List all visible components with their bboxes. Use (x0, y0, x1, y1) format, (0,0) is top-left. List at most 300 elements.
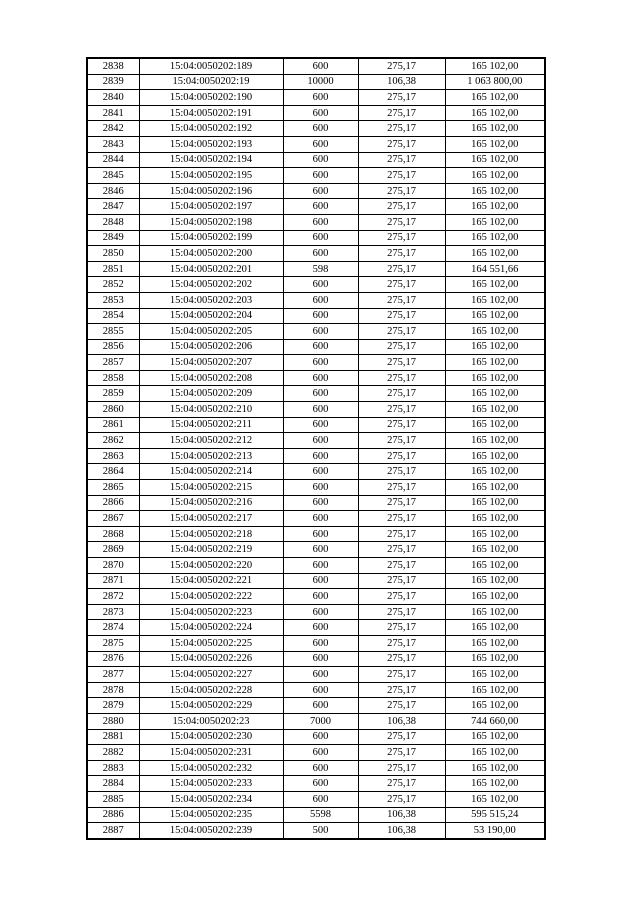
cadastral-value-cell: 165 102,00 (445, 168, 545, 184)
area-cell: 600 (283, 433, 358, 449)
table-row (87, 651, 545, 667)
area-cell: 600 (283, 760, 358, 776)
table-row (87, 136, 545, 152)
table-row (87, 667, 545, 683)
specific-value-cell: 275,17 (358, 402, 445, 418)
row-number-cell: 2868 (87, 526, 139, 542)
area-cell: 5598 (283, 807, 358, 823)
area-cell: 600 (283, 246, 358, 262)
row-number-cell: 2873 (87, 604, 139, 620)
cadastral-value-cell: 165 102,00 (445, 464, 545, 480)
cadastral-value-cell: 165 102,00 (445, 542, 545, 558)
row-number-cell: 2840 (87, 90, 139, 106)
row-number-cell: 2860 (87, 402, 139, 418)
row-number-cell: 2838 (87, 58, 139, 74)
cadastral-value-cell: 165 102,00 (445, 105, 545, 121)
table-row (87, 713, 545, 729)
row-number-cell: 2867 (87, 511, 139, 527)
specific-value-cell: 275,17 (358, 604, 445, 620)
specific-value-cell: 275,17 (358, 292, 445, 308)
specific-value-cell: 275,17 (358, 355, 445, 371)
cadastral-number-cell: 15:04:0050202:218 (139, 526, 283, 542)
cadastral-value-cell: 165 102,00 (445, 246, 545, 262)
table-row (87, 604, 545, 620)
table-row (87, 105, 545, 121)
area-cell: 600 (283, 152, 358, 168)
area-cell: 600 (283, 667, 358, 683)
table-row (87, 386, 545, 402)
row-number-cell: 2880 (87, 713, 139, 729)
cadastral-value-cell: 595 515,24 (445, 807, 545, 823)
specific-value-cell: 275,17 (358, 214, 445, 230)
table-row (87, 558, 545, 574)
area-cell: 600 (283, 511, 358, 527)
specific-value-cell: 275,17 (358, 324, 445, 340)
area-cell: 600 (283, 635, 358, 651)
specific-value-cell: 275,17 (358, 136, 445, 152)
specific-value-cell: 275,17 (358, 558, 445, 574)
row-number-cell: 2845 (87, 168, 139, 184)
row-number-cell: 2870 (87, 558, 139, 574)
area-cell: 600 (283, 370, 358, 386)
row-number-cell: 2852 (87, 277, 139, 293)
cadastral-value-cell: 165 102,00 (445, 90, 545, 106)
cadastral-number-cell: 15:04:0050202:204 (139, 308, 283, 324)
area-cell: 600 (283, 791, 358, 807)
specific-value-cell: 275,17 (358, 183, 445, 199)
row-number-cell: 2884 (87, 776, 139, 792)
area-cell: 600 (283, 480, 358, 496)
cadastral-value-cell: 165 102,00 (445, 230, 545, 246)
cadastral-value-cell: 165 102,00 (445, 760, 545, 776)
cadastral-value-cell: 1 063 800,00 (445, 74, 545, 90)
cadastral-value-cell: 165 102,00 (445, 324, 545, 340)
row-number-cell: 2841 (87, 105, 139, 121)
specific-value-cell: 275,17 (358, 417, 445, 433)
table-row (87, 682, 545, 698)
specific-value-cell: 275,17 (358, 542, 445, 558)
area-cell: 600 (283, 682, 358, 698)
specific-value-cell: 275,17 (358, 651, 445, 667)
area-cell: 600 (283, 495, 358, 511)
cadastral-number-cell: 15:04:0050202:211 (139, 417, 283, 433)
table-row (87, 495, 545, 511)
cadastral-number-cell: 15:04:0050202:214 (139, 464, 283, 480)
row-number-cell: 2857 (87, 355, 139, 371)
area-cell: 600 (283, 58, 358, 74)
specific-value-cell: 275,17 (358, 791, 445, 807)
cadastral-number-cell: 15:04:0050202:209 (139, 386, 283, 402)
row-number-cell: 2883 (87, 760, 139, 776)
specific-value-cell: 106,38 (358, 74, 445, 90)
area-cell: 600 (283, 542, 358, 558)
cadastral-value-cell: 165 102,00 (445, 214, 545, 230)
table-row (87, 199, 545, 215)
row-number-cell: 2846 (87, 183, 139, 199)
row-number-cell: 2885 (87, 791, 139, 807)
table-row (87, 635, 545, 651)
row-number-cell: 2887 (87, 823, 139, 839)
cadastral-value-cell: 165 102,00 (445, 573, 545, 589)
cadastral-number-cell: 15:04:0050202:196 (139, 183, 283, 199)
area-cell: 600 (283, 168, 358, 184)
area-cell: 600 (283, 308, 358, 324)
cadastral-number-cell: 15:04:0050202:192 (139, 121, 283, 137)
cadastral-value-cell: 165 102,00 (445, 339, 545, 355)
table-row (87, 90, 545, 106)
specific-value-cell: 275,17 (358, 635, 445, 651)
cadastral-number-cell: 15:04:0050202:225 (139, 635, 283, 651)
cadastral-value-cell: 53 190,00 (445, 823, 545, 839)
row-number-cell: 2875 (87, 635, 139, 651)
cadastral-number-cell: 15:04:0050202:200 (139, 246, 283, 262)
specific-value-cell: 275,17 (358, 339, 445, 355)
row-number-cell: 2882 (87, 745, 139, 761)
table-row (87, 542, 545, 558)
table-row (87, 526, 545, 542)
cadastral-number-cell: 15:04:0050202:239 (139, 823, 283, 839)
cadastral-value-cell: 165 102,00 (445, 682, 545, 698)
table-row (87, 246, 545, 262)
row-number-cell: 2876 (87, 651, 139, 667)
area-cell: 600 (283, 355, 358, 371)
row-number-cell: 2848 (87, 214, 139, 230)
specific-value-cell: 275,17 (358, 698, 445, 714)
cadastral-value-cell: 165 102,00 (445, 136, 545, 152)
specific-value-cell: 275,17 (358, 511, 445, 527)
row-number-cell: 2839 (87, 74, 139, 90)
cadastral-value-cell: 165 102,00 (445, 121, 545, 137)
cadastral-number-cell: 15:04:0050202:223 (139, 604, 283, 620)
cadastral-number-cell: 15:04:0050202:228 (139, 682, 283, 698)
cadastral-value-cell: 165 102,00 (445, 183, 545, 199)
area-cell: 600 (283, 386, 358, 402)
cadastral-value-cell: 165 102,00 (445, 604, 545, 620)
area-cell: 600 (283, 573, 358, 589)
table-row (87, 589, 545, 605)
table-row (87, 480, 545, 496)
table-row (87, 745, 545, 761)
cadastral-value-cell: 165 102,00 (445, 776, 545, 792)
specific-value-cell: 106,38 (358, 823, 445, 839)
specific-value-cell: 275,17 (358, 495, 445, 511)
row-number-cell: 2843 (87, 136, 139, 152)
cadastral-value-cell: 165 102,00 (445, 526, 545, 542)
cadastral-number-cell: 15:04:0050202:191 (139, 105, 283, 121)
cadastral-number-cell: 15:04:0050202:198 (139, 214, 283, 230)
row-number-cell: 2864 (87, 464, 139, 480)
specific-value-cell: 275,17 (358, 121, 445, 137)
specific-value-cell: 275,17 (358, 168, 445, 184)
cadastral-value-cell: 165 102,00 (445, 729, 545, 745)
cadastral-value-cell: 165 102,00 (445, 589, 545, 605)
cadastral-number-cell: 15:04:0050202:195 (139, 168, 283, 184)
table-row (87, 417, 545, 433)
table-row (87, 292, 545, 308)
table-row (87, 448, 545, 464)
cadastral-value-cell: 165 102,00 (445, 152, 545, 168)
area-cell: 598 (283, 261, 358, 277)
table-row (87, 230, 545, 246)
cadastral-number-cell: 15:04:0050202:207 (139, 355, 283, 371)
cadastral-value-cell: 164 551,66 (445, 261, 545, 277)
cadastral-number-cell: 15:04:0050202:189 (139, 58, 283, 74)
table-row (87, 277, 545, 293)
area-cell: 600 (283, 183, 358, 199)
table-row (87, 620, 545, 636)
cadastral-number-cell: 15:04:0050202:206 (139, 339, 283, 355)
row-number-cell: 2862 (87, 433, 139, 449)
cadastral-number-cell: 15:04:0050202:202 (139, 277, 283, 293)
row-number-cell: 2850 (87, 246, 139, 262)
cadastral-value-cell: 165 102,00 (445, 620, 545, 636)
table-row (87, 355, 545, 371)
cadastral-value-cell: 744 660,00 (445, 713, 545, 729)
specific-value-cell: 106,38 (358, 807, 445, 823)
area-cell: 600 (283, 526, 358, 542)
cadastral-value-cell: 165 102,00 (445, 745, 545, 761)
area-cell: 500 (283, 823, 358, 839)
row-number-cell: 2881 (87, 729, 139, 745)
table-row (87, 261, 545, 277)
area-cell: 600 (283, 230, 358, 246)
area-cell: 600 (283, 339, 358, 355)
row-number-cell: 2866 (87, 495, 139, 511)
table-row (87, 183, 545, 199)
row-number-cell: 2851 (87, 261, 139, 277)
row-number-cell: 2847 (87, 199, 139, 215)
row-number-cell: 2886 (87, 807, 139, 823)
area-cell: 600 (283, 121, 358, 137)
row-number-cell: 2854 (87, 308, 139, 324)
row-number-cell: 2878 (87, 682, 139, 698)
cadastral-value-table (86, 57, 546, 840)
row-number-cell: 2879 (87, 698, 139, 714)
table-row (87, 729, 545, 745)
row-number-cell: 2858 (87, 370, 139, 386)
specific-value-cell: 275,17 (358, 246, 445, 262)
cadastral-number-cell: 15:04:0050202:193 (139, 136, 283, 152)
specific-value-cell: 275,17 (358, 90, 445, 106)
row-number-cell: 2844 (87, 152, 139, 168)
row-number-cell: 2863 (87, 448, 139, 464)
specific-value-cell: 275,17 (358, 58, 445, 74)
table-row (87, 402, 545, 418)
specific-value-cell: 275,17 (358, 230, 445, 246)
table-row (87, 464, 545, 480)
cadastral-number-cell: 15:04:0050202:229 (139, 698, 283, 714)
cadastral-value-cell: 165 102,00 (445, 370, 545, 386)
area-cell: 600 (283, 199, 358, 215)
cadastral-value-cell: 165 102,00 (445, 402, 545, 418)
cadastral-value-cell: 165 102,00 (445, 511, 545, 527)
specific-value-cell: 275,17 (358, 308, 445, 324)
table-row (87, 58, 545, 74)
area-cell: 10000 (283, 74, 358, 90)
specific-value-cell: 106,38 (358, 713, 445, 729)
cadastral-value-cell: 165 102,00 (445, 292, 545, 308)
area-cell: 600 (283, 277, 358, 293)
specific-value-cell: 275,17 (358, 464, 445, 480)
area-cell: 600 (283, 604, 358, 620)
table-row (87, 308, 545, 324)
cadastral-number-cell: 15:04:0050202:213 (139, 448, 283, 464)
cadastral-value-cell: 165 102,00 (445, 417, 545, 433)
row-number-cell: 2869 (87, 542, 139, 558)
cadastral-number-cell: 15:04:0050202:208 (139, 370, 283, 386)
cadastral-number-cell: 15:04:0050202:227 (139, 667, 283, 683)
table-row (87, 776, 545, 792)
specific-value-cell: 275,17 (358, 589, 445, 605)
cadastral-value-cell: 165 102,00 (445, 386, 545, 402)
table-row (87, 74, 545, 90)
cadastral-value-cell: 165 102,00 (445, 355, 545, 371)
specific-value-cell: 275,17 (358, 620, 445, 636)
specific-value-cell: 275,17 (358, 573, 445, 589)
table-row (87, 823, 545, 839)
table-row (87, 807, 545, 823)
area-cell: 600 (283, 729, 358, 745)
area-cell: 600 (283, 90, 358, 106)
cadastral-number-cell: 15:04:0050202:221 (139, 573, 283, 589)
specific-value-cell: 275,17 (358, 105, 445, 121)
table-body (87, 58, 545, 839)
cadastral-number-cell: 15:04:0050202:226 (139, 651, 283, 667)
cadastral-number-cell: 15:04:0050202:201 (139, 261, 283, 277)
cadastral-value-cell: 165 102,00 (445, 635, 545, 651)
row-number-cell: 2865 (87, 480, 139, 496)
row-number-cell: 2877 (87, 667, 139, 683)
row-number-cell: 2842 (87, 121, 139, 137)
row-number-cell: 2861 (87, 417, 139, 433)
specific-value-cell: 275,17 (358, 370, 445, 386)
area-cell: 600 (283, 651, 358, 667)
cadastral-number-cell: 15:04:0050202:197 (139, 199, 283, 215)
area-cell: 600 (283, 214, 358, 230)
cadastral-number-cell: 15:04:0050202:215 (139, 480, 283, 496)
specific-value-cell: 275,17 (358, 776, 445, 792)
cadastral-number-cell: 15:04:0050202:232 (139, 760, 283, 776)
table-row (87, 698, 545, 714)
cadastral-number-cell: 15:04:0050202:234 (139, 791, 283, 807)
cadastral-number-cell: 15:04:0050202:220 (139, 558, 283, 574)
area-cell: 600 (283, 417, 358, 433)
cadastral-number-cell: 15:04:0050202:210 (139, 402, 283, 418)
cadastral-value-cell: 165 102,00 (445, 667, 545, 683)
area-cell: 600 (283, 698, 358, 714)
area-cell: 600 (283, 136, 358, 152)
cadastral-number-cell: 15:04:0050202:19 (139, 74, 283, 90)
specific-value-cell: 275,17 (358, 682, 445, 698)
cadastral-number-cell: 15:04:0050202:23 (139, 713, 283, 729)
table-row (87, 324, 545, 340)
cadastral-value-cell: 165 102,00 (445, 433, 545, 449)
table-row (87, 370, 545, 386)
area-cell: 600 (283, 448, 358, 464)
specific-value-cell: 275,17 (358, 745, 445, 761)
cadastral-value-cell: 165 102,00 (445, 58, 545, 74)
cadastral-value-cell: 165 102,00 (445, 791, 545, 807)
row-number-cell: 2853 (87, 292, 139, 308)
table-row (87, 121, 545, 137)
specific-value-cell: 275,17 (358, 448, 445, 464)
row-number-cell: 2855 (87, 324, 139, 340)
row-number-cell: 2856 (87, 339, 139, 355)
cadastral-number-cell: 15:04:0050202:222 (139, 589, 283, 605)
specific-value-cell: 275,17 (358, 526, 445, 542)
table-row (87, 573, 545, 589)
cadastral-number-cell: 15:04:0050202:233 (139, 776, 283, 792)
specific-value-cell: 275,17 (358, 760, 445, 776)
table-row (87, 168, 545, 184)
area-cell: 600 (283, 105, 358, 121)
row-number-cell: 2871 (87, 573, 139, 589)
table-row (87, 339, 545, 355)
table-row (87, 214, 545, 230)
specific-value-cell: 275,17 (358, 729, 445, 745)
table-row (87, 760, 545, 776)
table-row (87, 433, 545, 449)
cadastral-value-cell: 165 102,00 (445, 558, 545, 574)
cadastral-number-cell: 15:04:0050202:205 (139, 324, 283, 340)
cadastral-value-cell: 165 102,00 (445, 308, 545, 324)
row-number-cell: 2859 (87, 386, 139, 402)
cadastral-number-cell: 15:04:0050202:217 (139, 511, 283, 527)
cadastral-value-cell: 165 102,00 (445, 698, 545, 714)
area-cell: 600 (283, 558, 358, 574)
cadastral-number-cell: 15:04:0050202:212 (139, 433, 283, 449)
specific-value-cell: 275,17 (358, 261, 445, 277)
cadastral-value-cell: 165 102,00 (445, 277, 545, 293)
area-cell: 600 (283, 589, 358, 605)
cadastral-value-cell: 165 102,00 (445, 448, 545, 464)
cadastral-number-cell: 15:04:0050202:230 (139, 729, 283, 745)
specific-value-cell: 275,17 (358, 667, 445, 683)
area-cell: 600 (283, 324, 358, 340)
specific-value-cell: 275,17 (358, 480, 445, 496)
row-number-cell: 2874 (87, 620, 139, 636)
area-cell: 600 (283, 776, 358, 792)
cadastral-number-cell: 15:04:0050202:235 (139, 807, 283, 823)
specific-value-cell: 275,17 (358, 433, 445, 449)
cadastral-number-cell: 15:04:0050202:231 (139, 745, 283, 761)
specific-value-cell: 275,17 (358, 386, 445, 402)
specific-value-cell: 275,17 (358, 277, 445, 293)
specific-value-cell: 275,17 (358, 199, 445, 215)
area-cell: 600 (283, 620, 358, 636)
row-number-cell: 2849 (87, 230, 139, 246)
cadastral-number-cell: 15:04:0050202:216 (139, 495, 283, 511)
row-number-cell: 2872 (87, 589, 139, 605)
cadastral-value-cell: 165 102,00 (445, 480, 545, 496)
area-cell: 600 (283, 745, 358, 761)
cadastral-value-cell: 165 102,00 (445, 199, 545, 215)
cadastral-number-cell: 15:04:0050202:194 (139, 152, 283, 168)
cadastral-number-cell: 15:04:0050202:199 (139, 230, 283, 246)
area-cell: 7000 (283, 713, 358, 729)
cadastral-number-cell: 15:04:0050202:190 (139, 90, 283, 106)
cadastral-number-cell: 15:04:0050202:219 (139, 542, 283, 558)
area-cell: 600 (283, 292, 358, 308)
table-row (87, 152, 545, 168)
table-row (87, 791, 545, 807)
cadastral-number-cell: 15:04:0050202:203 (139, 292, 283, 308)
table-row (87, 511, 545, 527)
cadastral-value-cell: 165 102,00 (445, 495, 545, 511)
specific-value-cell: 275,17 (358, 152, 445, 168)
cadastral-number-cell: 15:04:0050202:224 (139, 620, 283, 636)
area-cell: 600 (283, 464, 358, 480)
